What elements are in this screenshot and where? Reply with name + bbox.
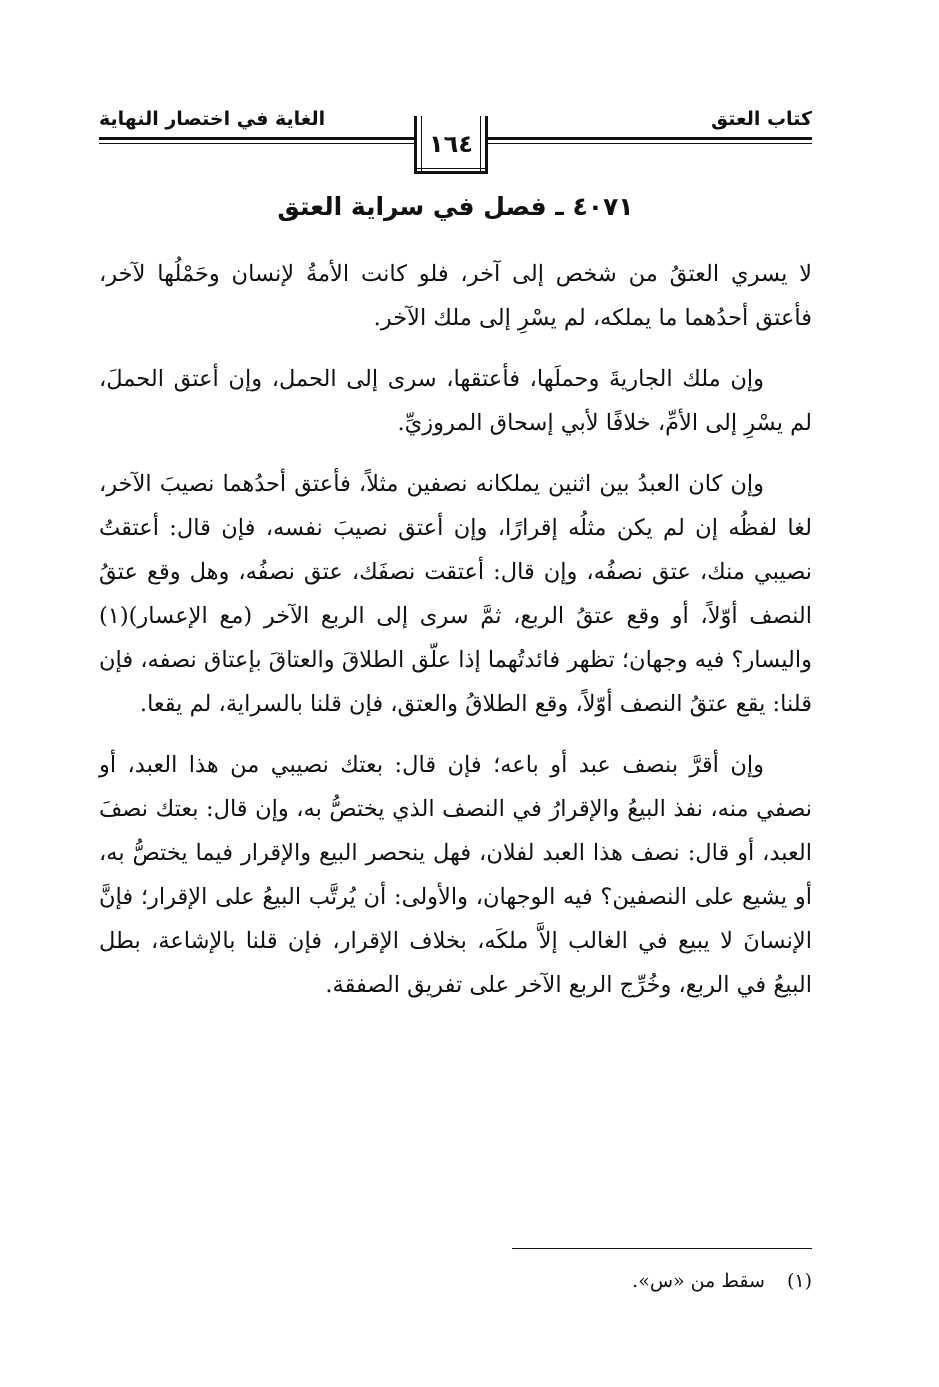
paragraph: وإن أقرَّ بنصف عبد أو باعه؛ فإن قال: بعتك نصيبي من هذا العبد، أو نصفي منه، نفذ البيعُ والإقرارُ في النصف الذي يختصُّ به، وإن قال: بعتك نصفَ العبد، أو قال: نصف هذا العبد لفلان، فهل ينحصر البيع والإقرار فيما يختصُّ به، أو يشيع على النصفين؟ فيه الوجهان، والأولى: أن يُرتَّب البيعُ على الإقرار؛ فإنَّ الإنسانَ لا يبيع في الغالب إلاَّ ملكَه، بخلاف الإقرار، فإن قلنا بالإشاعة، بطل البيعُ في الربع، وخُرِّج الربع الآخر على تفريق الصفقة. (99, 752, 812, 998)
paragraph: وإن ملك الجاريةَ وحملَها، فأعتقها، سرى إلى الحمل، وإن أعتق الحملَ، لم يسْرِ إلى الأمِّ، خلافًا لأبي إسحاق المروزيِّ. (99, 366, 812, 436)
paragraph: لا يسري العتقُ من شخص إلى آخر، فلو كانت الأمةُ لإنسان وحَمْلُها لآخر، فأعتق أحدُهما ما يملكه، لم يسْرِ إلى ملك الآخر. (99, 261, 812, 331)
footnote-separator (512, 1248, 812, 1249)
body-text (99, 252, 812, 1024)
paragraph: وإن كان العبدُ بين اثنين يملكانه نصفين مثلاً، فأعتق أحدُهما نصيبَ الآخر، لغا لفظُه إن لم يكن مثلُه إقرارًا، وإن أعتق نصيبَ نفسه، فإن قال: أعتقتُ نصيبي منك، عتق نصفُه، وإن قال: أعتقت نصفَك، عتق نصفُه، وهل وقع عتقُ النصف أوّلاً، أو وقع عتقُ الربع، ثمَّ سرى إلى الربع الآخر (مع الإعسار)(١) واليسار؟ فيه وجهان؛ تظهر فائدتُهما إذا علّق الطلاقَ والعتاقَ بإعتاق نصفه، فإن قلنا: يقع عتقُ النصف أوّلاً، وقع الطلاقُ والعتق، فإن قلنا بالسراية، لم يقعا. (99, 471, 812, 717)
footnote-marker: (١) (786, 1270, 812, 1292)
header-book-section: كتاب العتق (711, 108, 812, 130)
section-title: ٤٠٧١ ـ فصل في سراية العتق (277, 192, 634, 221)
footnote-text: سقط من «س». (632, 1270, 765, 1292)
footnote (632, 1270, 812, 1292)
page-number: ١٦٤ (429, 130, 473, 158)
header-book-title: الغاية في اختصار النهاية (99, 108, 326, 130)
page-number-frame (414, 116, 488, 174)
